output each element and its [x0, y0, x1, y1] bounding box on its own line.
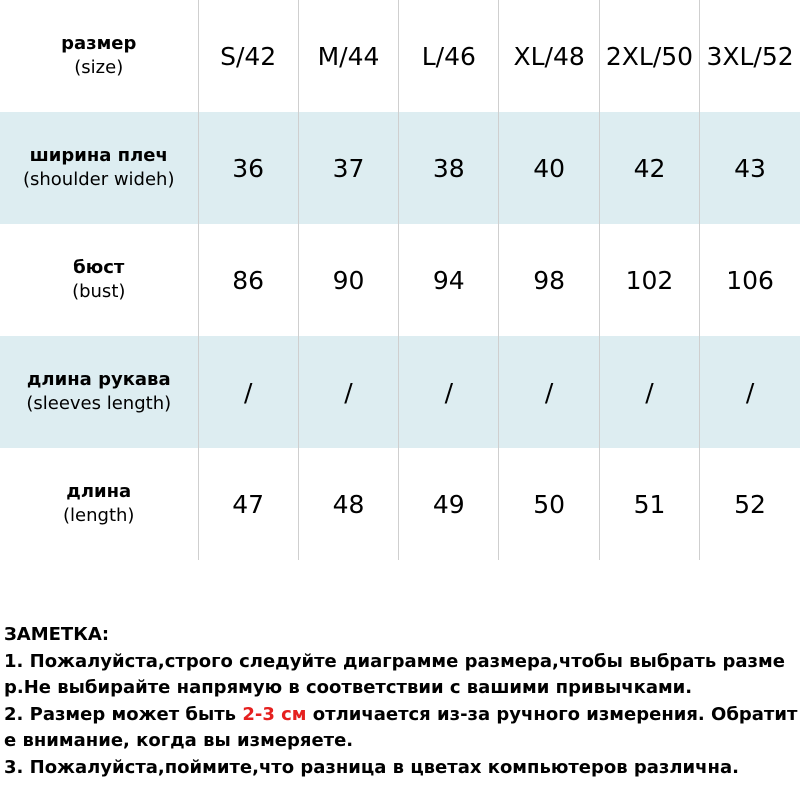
size-cell: M/44: [298, 0, 398, 112]
value-cell: 50: [499, 448, 599, 560]
size-cell: XL/48: [499, 0, 599, 112]
label-en: (size): [74, 57, 124, 78]
value-cell: /: [399, 336, 499, 448]
value-cell: 36: [198, 112, 298, 224]
length-row: [0, 448, 800, 560]
note-line-2: [4, 702, 799, 755]
sleeve-length-row: [0, 336, 800, 448]
value-cell: 40: [499, 112, 599, 224]
value-cell: /: [700, 336, 800, 448]
value-cell: 42: [599, 112, 699, 224]
value-cell: 98: [499, 224, 599, 336]
row-label-bust: [0, 224, 198, 336]
value-cell: 38: [399, 112, 499, 224]
size-cell: L/46: [399, 0, 499, 112]
row-label-sleeve: [0, 336, 198, 448]
size-header-row: [0, 0, 800, 112]
value-cell: 43: [700, 112, 800, 224]
label-en: (sleeves length): [26, 393, 172, 414]
row-label-shoulder: [0, 112, 198, 224]
size-cell: 3XL/52: [700, 0, 800, 112]
note-line-3: 3. Пожалуйста,поймите,что разница в цветах компьютеров различна.: [4, 756, 739, 778]
bust-row: [0, 224, 800, 336]
note-line-2-start: 2. Размер может быть: [4, 703, 243, 725]
value-cell: 106: [700, 224, 800, 336]
value-cell: 94: [399, 224, 499, 336]
value-cell: /: [499, 336, 599, 448]
value-cell: 86: [198, 224, 298, 336]
value-cell: 51: [599, 448, 699, 560]
note-highlight: 2-3 см: [242, 703, 307, 725]
note-line-2-end: отличается из-за ручного измерения. Обратите внимание, когда вы измеряете.: [4, 703, 798, 751]
value-cell: 90: [298, 224, 398, 336]
row-label-length: [0, 448, 198, 560]
label-ru: бюст: [73, 257, 125, 278]
value-cell: 48: [298, 448, 398, 560]
label-ru: размер: [61, 33, 137, 54]
label-ru: длина рукава: [26, 369, 171, 390]
value-cell: 52: [700, 448, 800, 560]
value-cell: 37: [298, 112, 398, 224]
row-label-size: [0, 0, 198, 112]
size-cell: S/42: [198, 0, 298, 112]
value-cell: /: [198, 336, 298, 448]
value-cell: 47: [198, 448, 298, 560]
shoulder-width-row: [0, 112, 800, 224]
value-cell: 102: [599, 224, 699, 336]
size-cell: 2XL/50: [599, 0, 699, 112]
value-cell: 49: [399, 448, 499, 560]
label-en: (shoulder wideh): [22, 169, 175, 190]
notes-title: ЗАМЕТКА:: [4, 624, 110, 645]
note-line-1: 1. Пожалуйста,строго следуйте диаграмме размера,чтобы выбрать размер.Не выбирайте напрямую в соответствии с вашими привычками.: [4, 650, 785, 698]
label-en: (bust): [72, 281, 126, 302]
value-cell: /: [298, 336, 398, 448]
value-cell: /: [599, 336, 699, 448]
notes-section: [4, 622, 799, 781]
label-ru: ширина плеч: [29, 145, 168, 166]
label-en: (length): [63, 505, 135, 526]
label-ru: длина: [66, 481, 132, 502]
